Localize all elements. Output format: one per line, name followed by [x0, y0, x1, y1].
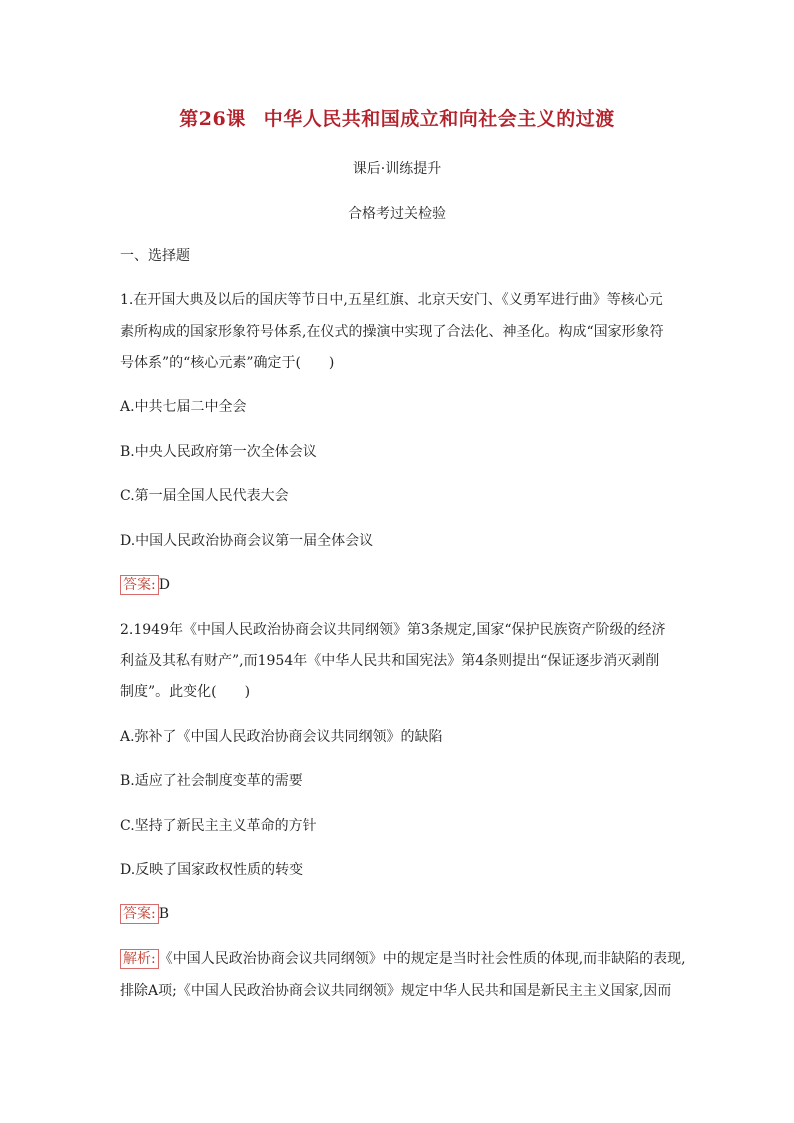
answer-label: 答案: — [120, 904, 159, 924]
question-2-option-b: B.适应了社会制度变革的需要 — [120, 773, 303, 789]
question-2-answer — [120, 904, 169, 924]
section-heading: 一、选择题 — [120, 248, 190, 264]
question-1-option-a: A.中共七届二中全会 — [120, 399, 247, 415]
subtitle: 课后·训练提升 — [352, 161, 442, 177]
question-1-option-d: D.中国人民政治协商会议第一届全体会议 — [120, 533, 374, 549]
analysis-label: 解析: — [120, 949, 159, 969]
question-1-line-2: 素所构成的国家形象符号体系,在仪式的操演中实现了合法化、神圣化。构成“国家形象符 — [120, 324, 664, 340]
question-1-line-1: 1.在开国大典及以后的国庆等节日中,五星红旗、北京天安门、《义勇军进行曲》等核心元 — [120, 292, 663, 308]
answer-value: D — [158, 577, 170, 593]
level-heading: 合格考过关检验 — [348, 206, 446, 222]
question-2-line-2: 利益及其私有财产”,而1954年《中华人民共和国宪法》第4条则提出“保证逐步消灭剥削 — [120, 653, 660, 669]
lesson-title: 中华人民共和国成立和向社会主义的过渡 — [263, 108, 615, 130]
question-2-analysis-line-2: 排除A项;《中国人民政治协商会议共同纲领》规定中华人民共和国是新民主主义国家,因而 — [120, 983, 672, 999]
lesson-number: 第26课 — [179, 108, 246, 130]
question-1-answer — [120, 575, 170, 595]
question-2-option-d: D.反映了国家政权性质的转变 — [120, 862, 304, 878]
answer-value: B — [158, 906, 170, 922]
page-title — [0, 104, 794, 131]
question-1-option-c: C.第一届全国人民代表大会 — [120, 488, 289, 504]
answer-label: 答案: — [120, 575, 159, 595]
question-1-line-3: 号体系”的“核心元素”确定于( ) — [120, 355, 335, 371]
question-2-option-a: A.弥补了《中国人民政治协商会议共同纲领》的缺陷 — [120, 729, 443, 745]
question-2-line-3: 制度”。此变化( ) — [120, 684, 251, 700]
question-1-option-b: B.中央人民政府第一次全体会议 — [120, 444, 317, 460]
question-2-option-c: C.坚持了新民主主义革命的方针 — [120, 818, 317, 834]
analysis-text: 《中国人民政治协商会议共同纲领》中的规定是当时社会性质的体现,而非缺陷的表现, — [158, 951, 686, 967]
question-2-line-1: 2.1949年《中国人民政治协商会议共同纲领》第3条规定,国家“保护民族资产阶级的经济 — [120, 622, 666, 638]
question-2-analysis-line-1 — [120, 949, 686, 969]
